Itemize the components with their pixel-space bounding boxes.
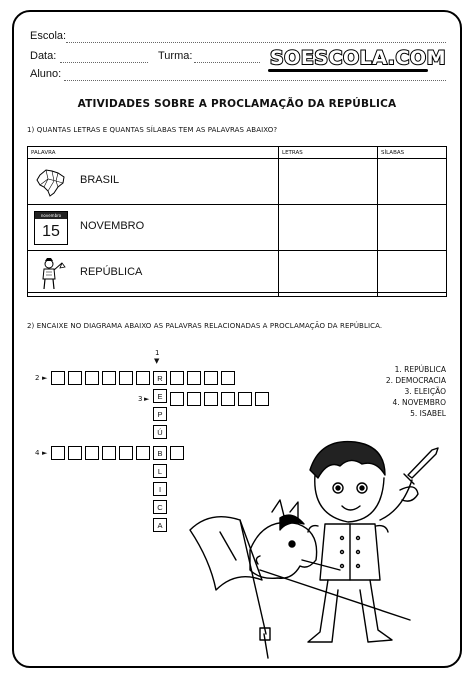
list-item: 3. ELEIÇÃO — [404, 387, 446, 396]
boy-hobby-horse-illustration — [180, 420, 450, 660]
calendar-icon — [34, 211, 68, 245]
clue-number-3: 3 — [138, 395, 143, 403]
clue-number-2: 2 — [35, 374, 40, 382]
table-bottom-rule — [27, 292, 447, 293]
worksheet-title: ATIVIDADES SOBRE A PROCLAMAÇÃO DA REPÚBLICA — [77, 98, 397, 110]
crossword-cell[interactable] — [136, 446, 150, 460]
date-field[interactable] — [60, 62, 148, 63]
crossword-cell[interactable] — [51, 446, 65, 460]
arrow-right-icon: ► — [42, 374, 48, 382]
crossword-cell[interactable] — [221, 371, 235, 385]
crossword-cell[interactable] — [119, 446, 133, 460]
class-field[interactable] — [194, 62, 260, 63]
table-row — [28, 251, 447, 297]
school-label: Escola: — [30, 30, 67, 42]
letters-cell[interactable] — [279, 251, 378, 297]
soldier-icon — [34, 257, 68, 291]
list-item: 4. NOVEMBRO — [392, 398, 446, 407]
crossword-cell[interactable] — [68, 446, 82, 460]
crossword-cell[interactable] — [187, 371, 201, 385]
word-brasil: BRASIL — [80, 174, 120, 186]
table-row — [28, 159, 447, 205]
crossword-cell[interactable] — [204, 392, 218, 406]
vertical-letter-cell: B — [153, 446, 167, 460]
brazil-map-icon — [34, 165, 68, 199]
crossword-cell[interactable] — [136, 371, 150, 385]
school-field[interactable] — [66, 42, 446, 43]
question-1: 1) QUANTAS LETRAS E QUANTAS SÍLABAS TEM AS PALAVRAS ABAIXO? — [27, 126, 278, 134]
student-label: Aluno: — [30, 68, 62, 80]
clue-number-4: 4 — [35, 449, 40, 457]
vertical-letter-cell: Ú — [153, 425, 167, 439]
student-field[interactable] — [64, 80, 446, 81]
arrow-right-icon: ► — [42, 449, 48, 457]
arrow-right-icon: ► — [144, 395, 150, 403]
word-bank — [360, 364, 446, 419]
site-logo: SOESCOLA.COM — [270, 47, 446, 69]
crossword-cell[interactable] — [102, 446, 116, 460]
letters-cell[interactable] — [279, 205, 378, 251]
header-word: PALAVRA — [28, 147, 279, 159]
crossword-cell[interactable] — [221, 392, 235, 406]
list-item: 5. ISABEL — [410, 409, 446, 418]
crossword-cell[interactable] — [85, 371, 99, 385]
vertical-letter-cell: P — [153, 407, 167, 421]
date-label: Data: — [30, 50, 57, 62]
word-republica: REPÚBLICA — [80, 266, 143, 278]
question-2: 2) ENCAIXE NO DIAGRAMA ABAIXO AS PALAVRAS RELACIONADAS A PROCLAMAÇÃO DA REPÚBLICA. — [27, 322, 383, 330]
crossword-cell[interactable] — [170, 392, 184, 406]
vertical-letter-cell: L — [153, 464, 167, 478]
vertical-letter-cell: A — [153, 518, 167, 532]
arrow-down-icon: ▼ — [154, 357, 160, 365]
vertical-letter-cell: E — [153, 389, 167, 403]
vertical-letter-cell: R — [153, 371, 167, 385]
class-label: Turma: — [158, 50, 193, 62]
crossword-cell[interactable] — [238, 392, 252, 406]
crossword-cell[interactable] — [119, 371, 133, 385]
crossword-cell[interactable] — [68, 371, 82, 385]
syllables-cell[interactable] — [378, 205, 447, 251]
syllables-cell[interactable] — [378, 159, 447, 205]
calendar-day: 15 — [42, 223, 60, 240]
list-item: 2. DEMOCRACIA — [385, 376, 446, 385]
crossword-cell[interactable] — [51, 371, 65, 385]
syllables-cell[interactable] — [378, 251, 447, 297]
clue-number-1: 1 — [155, 349, 160, 357]
crossword-cell[interactable] — [255, 392, 269, 406]
table-row — [28, 205, 447, 251]
header-letters: LETRAS — [279, 147, 378, 159]
letters-cell[interactable] — [279, 159, 378, 205]
crossword-cell[interactable] — [187, 392, 201, 406]
crossword-cell[interactable] — [204, 371, 218, 385]
crossword-cell[interactable] — [102, 371, 116, 385]
vertical-letter-cell: I — [153, 482, 167, 496]
calendar-month: novembro — [35, 212, 67, 219]
words-table — [27, 146, 447, 297]
vertical-letter-cell: C — [153, 500, 167, 514]
crossword-cell[interactable] — [170, 371, 184, 385]
logo-underline — [268, 69, 428, 72]
word-novembro: NOVEMBRO — [80, 220, 145, 232]
header-syllables: SÍLABAS — [378, 147, 447, 159]
list-item: 1. REPÚBLICA — [394, 365, 446, 374]
crossword-cell[interactable] — [85, 446, 99, 460]
